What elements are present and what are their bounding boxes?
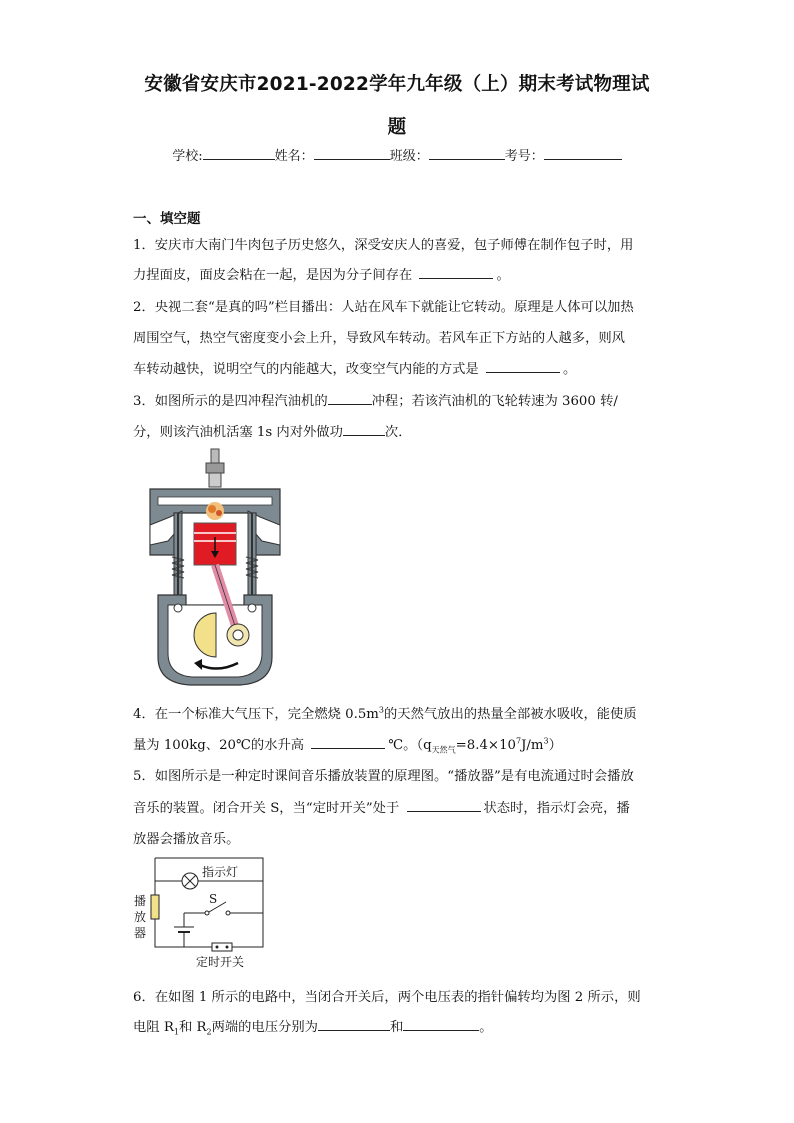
q4-answer-blank[interactable] xyxy=(311,737,385,749)
q1-end: 。 xyxy=(496,268,510,283)
q2-end: 。 xyxy=(562,362,577,377)
q1-line2 xyxy=(133,264,510,283)
q6-line2 xyxy=(133,1016,493,1037)
class-label: 班级： xyxy=(389,149,429,164)
q4-text-e: =8.4×10 xyxy=(455,738,516,753)
class-blank[interactable] xyxy=(429,147,505,160)
q6-text-c: 两端的电压分别为 xyxy=(211,1020,318,1035)
page-title-line1: 安徽省安庆市2021-2022学年九年级（上）期末考试物理试 xyxy=(144,74,650,95)
q1-answer-blank[interactable] xyxy=(419,267,493,279)
name-label: 姓名： xyxy=(274,149,314,164)
q2-line1: 2．央视二套“是真的吗”栏目播出：人站在风车下就能让它转动。原理是人体可以加热 xyxy=(133,300,634,315)
q4-text-c: 量为 100kg、20℃的水升高 xyxy=(133,738,305,753)
switch-label: S xyxy=(209,892,218,906)
q4-text-a: 4．在一个标准大气压下，完全燃烧 0.5m xyxy=(133,707,379,722)
q6-text-b: 和 R xyxy=(178,1020,207,1035)
q5-line2 xyxy=(133,797,630,816)
circuit-figure xyxy=(130,855,275,970)
q4-sub: 天然气 xyxy=(431,745,456,755)
q3-line1 xyxy=(133,390,618,409)
q5-text-b: 状态时，指示灯会亮，播 xyxy=(483,801,630,816)
q4-line2 xyxy=(133,734,562,756)
q4-text-f: J/m xyxy=(521,738,544,753)
q3-work-blank[interactable] xyxy=(343,424,385,436)
q5-line1: 5．如图所示是一种定时课间音乐播放装置的原理图。“播放器”是有电流通过时会播放 xyxy=(133,769,634,784)
name-blank[interactable] xyxy=(314,147,390,160)
timer-label: 定时开关 xyxy=(196,955,245,969)
q6-sub1: 1 xyxy=(173,1027,179,1037)
q4-text-b: 的天然气放出的热量全部被水吸收，能使质 xyxy=(384,707,637,722)
q6-sub2: 2 xyxy=(206,1027,212,1037)
q4-sup2: 3 xyxy=(543,736,549,746)
q4-text-g: ） xyxy=(548,738,562,753)
player-label-2: 放 xyxy=(134,910,147,924)
q6-text-a: 电阻 R xyxy=(133,1020,174,1035)
q3-text-d: 次． xyxy=(384,425,412,440)
q3-stroke-blank[interactable] xyxy=(328,393,372,405)
q6-text-d: 和 xyxy=(389,1020,404,1035)
player-label-1: 播 xyxy=(134,894,147,908)
q6-blank-1[interactable] xyxy=(318,1019,390,1031)
q2-line3 xyxy=(133,358,576,377)
student-info xyxy=(0,145,794,164)
q4-sup1: 7 xyxy=(516,736,522,746)
q6-line1: 6．在如图 1 所示的电路中，当闭合开关后，两个电压表的指针偏转均为图 2 所示，则 xyxy=(133,990,641,1005)
q3-text-b: 冲程；若该汽油机的飞轮转速为 3600 转/ xyxy=(371,394,618,409)
school-blank[interactable] xyxy=(203,147,275,160)
q5-line3: 放器会播放音乐。 xyxy=(133,832,240,847)
number-label: 考号： xyxy=(504,149,544,164)
q4-sup: 3 xyxy=(378,705,384,715)
q6-blank-2[interactable] xyxy=(403,1019,479,1031)
q2-answer-blank[interactable] xyxy=(486,361,560,373)
q2-line2: 周围空气，热空气密度变小会上升，导致风车转动。若风车正下方站的人越多，则风 xyxy=(133,331,625,346)
q5-answer-blank[interactable] xyxy=(407,800,481,812)
q1-line1: 1．安庆市大南门牛肉包子历史悠久，深受安庆人的喜爱，包子师傅在制作包子时，用 xyxy=(133,238,634,253)
page-title-line2: 题 xyxy=(387,117,407,138)
q3-text-c: 分，则该汽油机活塞 1s 内对外做功 xyxy=(133,425,343,440)
q2-text: 车转动越快，说明空气的内能越大，改变空气内能的方式是 xyxy=(133,362,479,377)
q4-line1 xyxy=(133,703,637,722)
engine-figure xyxy=(140,445,290,695)
q3-text-a: 3．如图所示的是四冲程汽油机的 xyxy=(133,394,328,409)
q4-text-d: ℃。（q xyxy=(388,738,432,753)
lamp-label: 指示灯 xyxy=(202,865,239,879)
section-heading: 一、填空题 xyxy=(133,211,201,227)
school-label: 学校: xyxy=(172,149,203,164)
q1-text: 力捏面皮，面皮会粘在一起，是因为分子间存在 xyxy=(133,268,413,283)
number-blank[interactable] xyxy=(544,147,622,160)
q6-text-e: 。 xyxy=(479,1020,493,1035)
q5-text-a: 音乐的装置。闭合开关 S，当“定时开关”处于 xyxy=(133,801,400,816)
q3-line2 xyxy=(133,421,412,440)
player-label-3: 器 xyxy=(134,926,147,940)
